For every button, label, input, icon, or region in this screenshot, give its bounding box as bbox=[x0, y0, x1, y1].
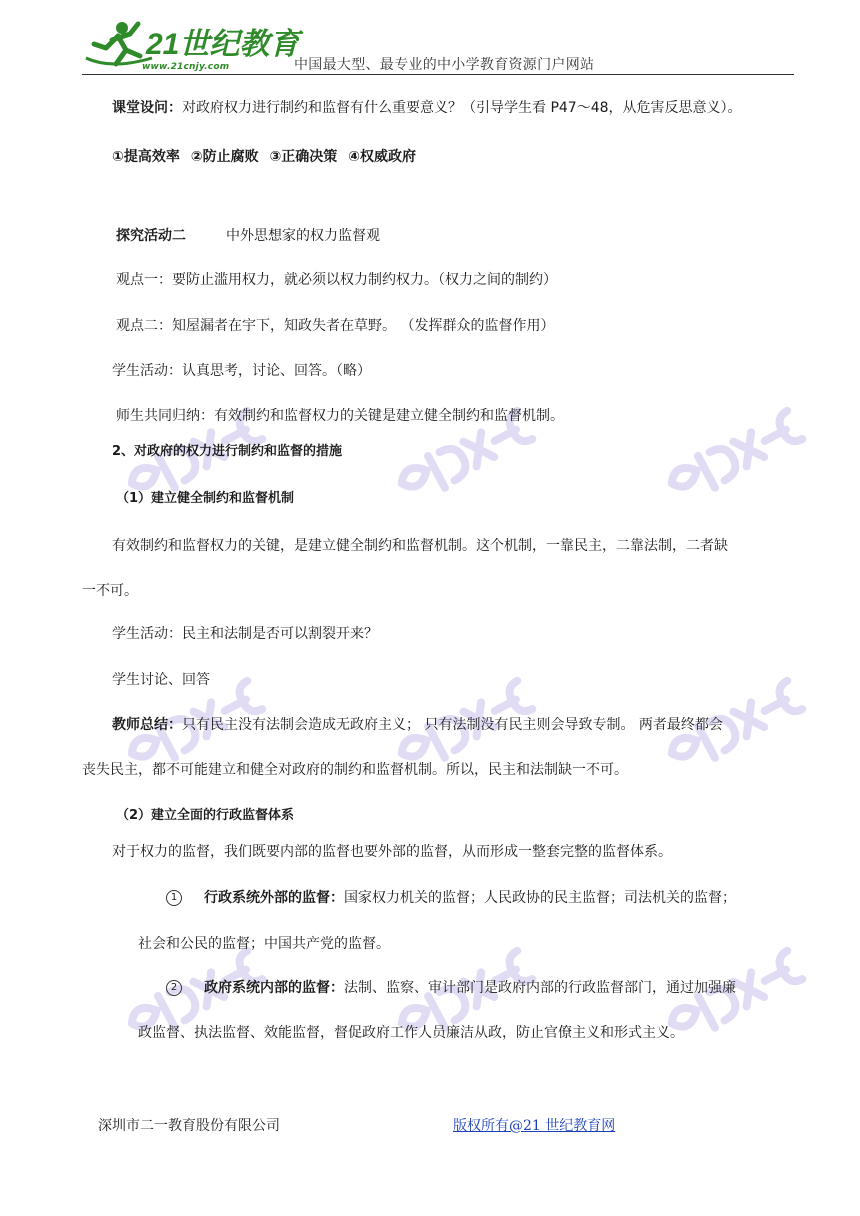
item-1-text: 国家权力机关的监督；人民政协的民主监督；司法机关的监督； bbox=[344, 890, 736, 906]
question-label: 课堂设问： bbox=[112, 100, 182, 116]
item-1-line-2: 社会和公民的监督；中国共产党的监督。 bbox=[138, 936, 390, 952]
item-2-label: 政府系统内部的监督： bbox=[204, 980, 344, 996]
item-2-line-1 bbox=[166, 978, 736, 998]
question-text: 对政府权力进行制约和监督有什么重要意义？（引导学生看 P47～48，从危害反思意义）。 bbox=[182, 100, 742, 116]
logo-wordmark: 21世纪教育 bbox=[146, 28, 300, 61]
meanings-list: ①提高效率 ②防止腐败 ③正确决策 ④权威政府 bbox=[112, 149, 417, 165]
view-one: 观点一：要防止滥用权力，就必须以权力制约权力。（权力之间的制约） bbox=[116, 272, 557, 288]
item-2-text: 法制、监察、审计部门是政府内部的行政监督部门，通过加强廉 bbox=[344, 980, 736, 996]
subsection-1-heading: （1）建立健全制约和监督机制 bbox=[116, 491, 295, 506]
header-tagline: 中国最大型、最专业的中小学教育资源门户网站 bbox=[294, 57, 595, 73]
paragraph-2: 对于权力的监督，我们既要内部的监督也要外部的监督，从而形成一整套完整的监督体系。 bbox=[112, 844, 672, 860]
student-discussion: 学生讨论、回答 bbox=[112, 672, 210, 688]
teacher-summary-text-1: 只有民主没有法制会造成无政府主义； 只有法制没有民主则会导致专制。 两者最终都会 bbox=[182, 717, 723, 733]
footer-copyright-link[interactable]: 版权所有@21 世纪教育网 bbox=[453, 1118, 616, 1134]
activity2-label: 探究活动二 bbox=[116, 228, 186, 244]
paragraph-1-line-1: 有效制约和监督权力的关键，是建立健全制约和监督机制。这个机制，一靠民主，二靠法制，二者缺 bbox=[112, 538, 728, 554]
header-divider bbox=[82, 74, 794, 75]
student-activity-1: 学生活动：认真思考，讨论、回答。（略） bbox=[112, 363, 371, 379]
footer-company: 深圳市二一教育股份有限公司 bbox=[98, 1118, 280, 1134]
activity2-title: 中外思想家的权力监督观 bbox=[226, 228, 380, 244]
subsection-2-heading: （2）建立全面的行政监督体系 bbox=[116, 808, 295, 823]
question-line bbox=[112, 98, 742, 118]
teacher-summary-line-2: 丧失民主，都不可能建立和健全对政府的制约和监督机制。所以，民主和法制缺一不可。 bbox=[82, 762, 628, 778]
page-header bbox=[82, 18, 794, 74]
teacher-summary-line-1 bbox=[112, 715, 723, 735]
paragraph-1-line-2: 一不可。 bbox=[82, 583, 138, 599]
view-two: 观点二：知屋漏者在宇下，知政失者在草野。 （发挥群众的监督作用） bbox=[116, 318, 555, 334]
activity2-heading bbox=[116, 226, 380, 246]
student-activity-2: 学生活动：民主和法制是否可以割裂开来？ bbox=[112, 626, 378, 642]
item-1-number: 1 bbox=[166, 890, 182, 906]
item-1-label: 行政系统外部的监督： bbox=[204, 890, 344, 906]
summary-1: 师生共同归纳：有效制约和监督权力的关键是建立健全制约和监督机制。 bbox=[116, 408, 564, 424]
logo-url: www.21cnjy.com bbox=[142, 62, 230, 72]
item-2-line-2: 政监督、执法监督、效能监督，督促政府工作人员廉洁从政，防止官僚主义和形式主义。 bbox=[138, 1025, 684, 1041]
teacher-summary-label: 教师总结： bbox=[112, 717, 182, 733]
item-2-number: 2 bbox=[166, 980, 182, 996]
section-2-heading: 2、对政府的权力进行制约和监督的措施 bbox=[112, 444, 343, 459]
item-1-line-1 bbox=[166, 888, 736, 908]
